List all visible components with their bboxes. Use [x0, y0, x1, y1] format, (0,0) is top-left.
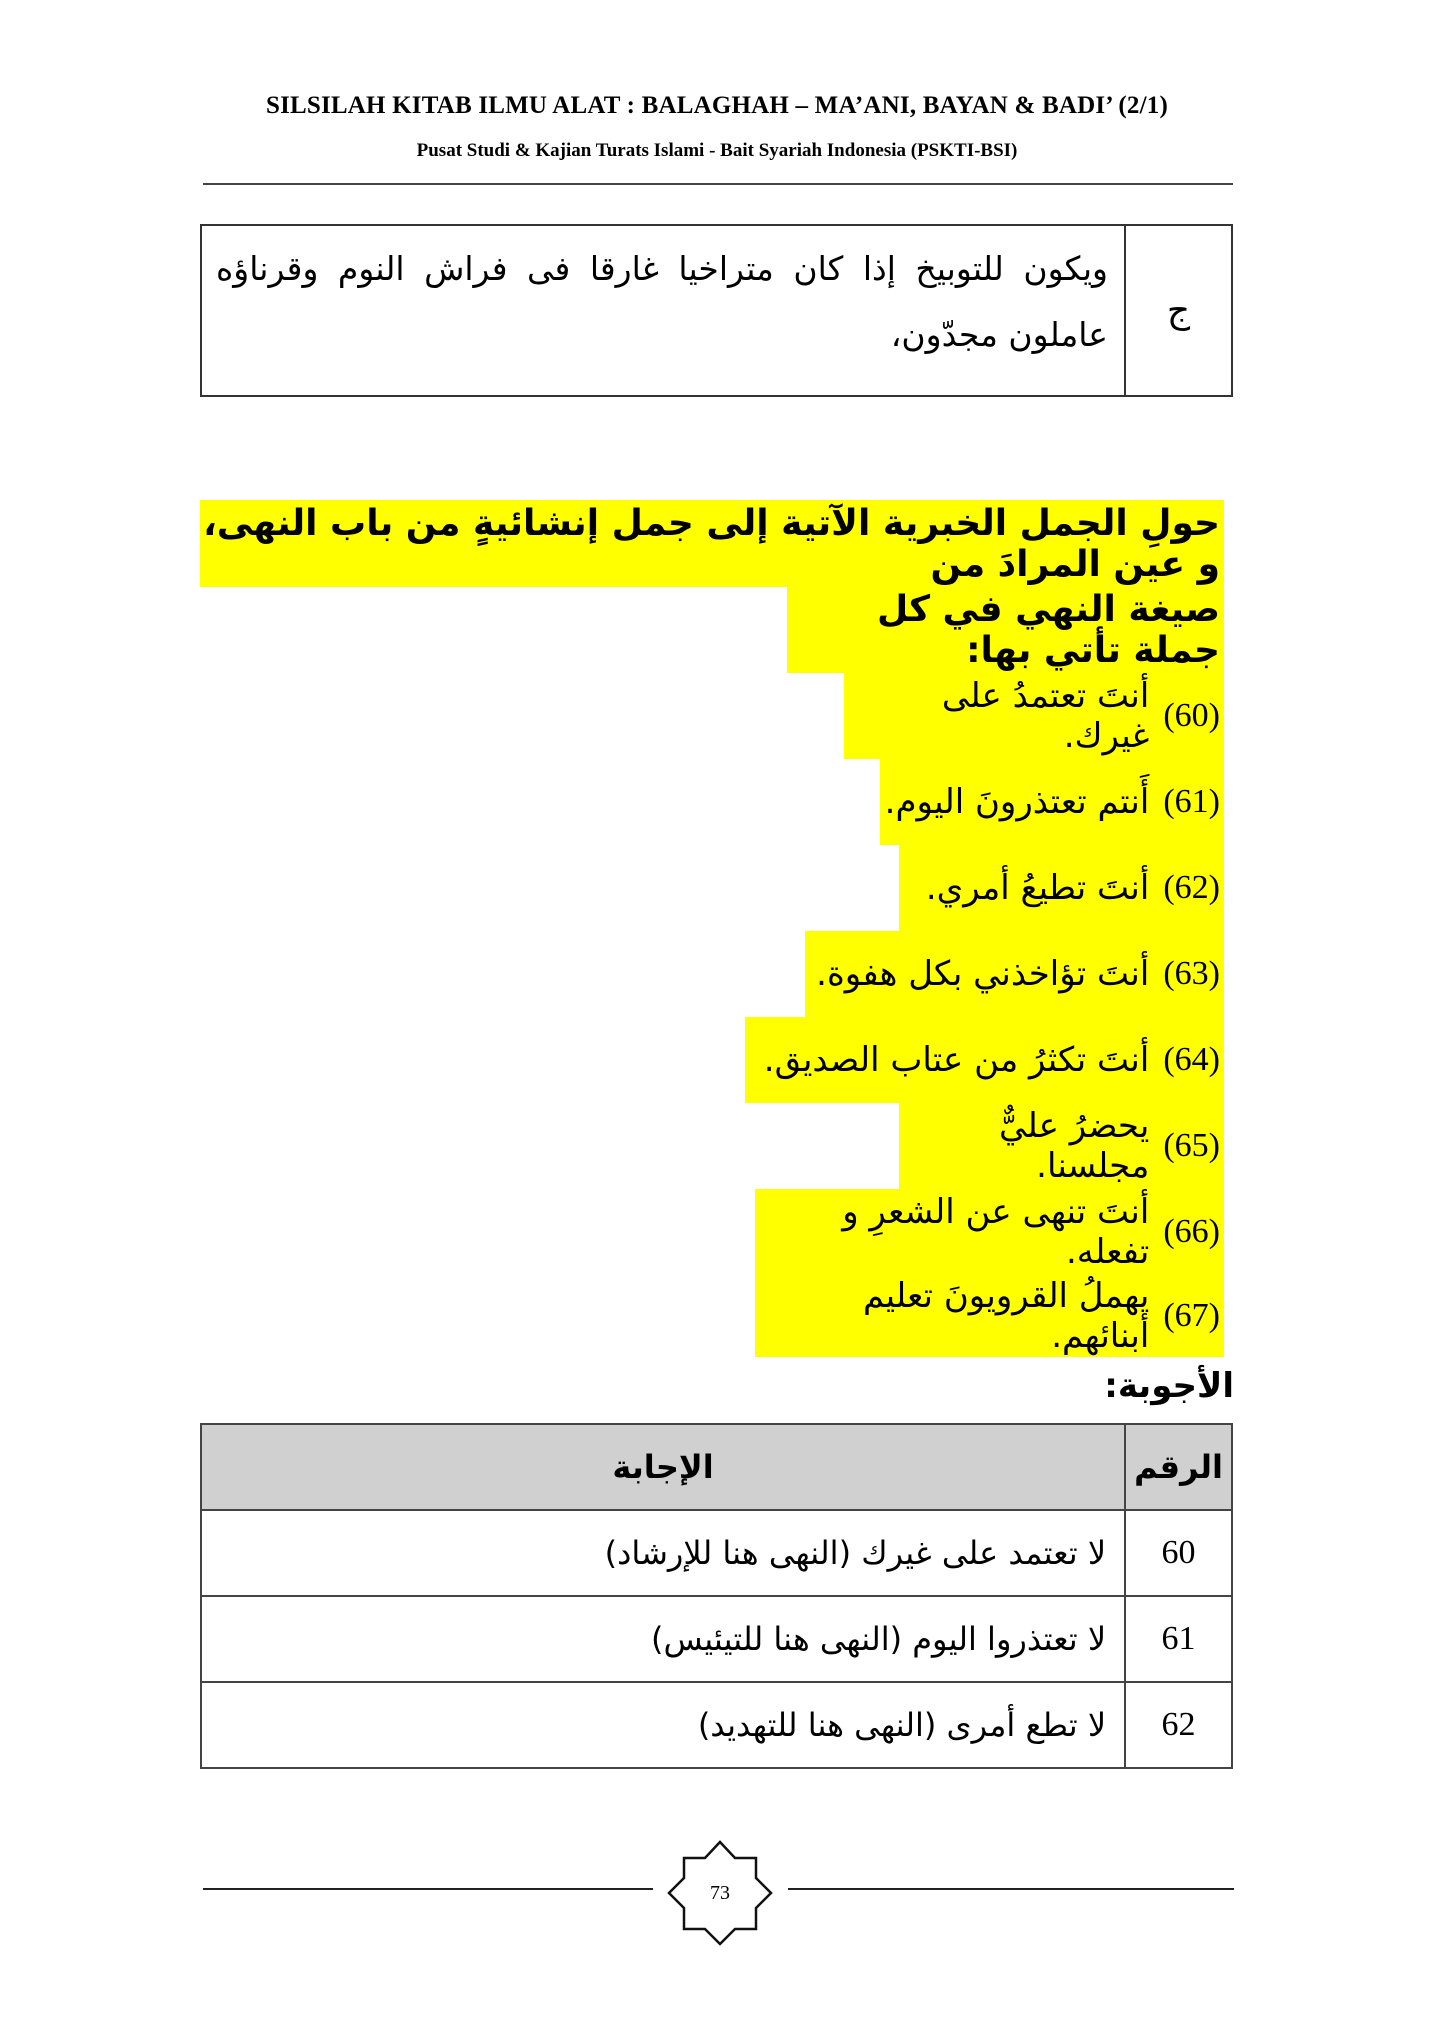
page-number-badge	[665, 1838, 775, 1948]
table-header-row	[201, 1424, 1232, 1510]
item-number: (66)	[1163, 1213, 1220, 1250]
exercise-item	[755, 1189, 1224, 1275]
page-number: 73	[710, 1881, 730, 1904]
table-row	[201, 1596, 1232, 1682]
row-answer: لا تطع أمرى (النهى هنا للتهديد)	[201, 1682, 1125, 1768]
item-number: (62)	[1163, 869, 1220, 906]
item-text: أنتَ تعتمدُ على غيرك.	[941, 676, 1150, 756]
table-row	[201, 1510, 1232, 1596]
exercise-instruction-line-1	[200, 500, 1224, 587]
item-number: (64)	[1163, 1041, 1220, 1078]
row-number: 60	[1125, 1510, 1232, 1596]
item-text: أَنتم تعتذرونَ اليوم.	[884, 782, 1150, 822]
answers-heading: الأجوبة:	[1104, 1366, 1234, 1406]
document-subtitle: Pusat Studi & Kajian Turats Islami - Bait Syariah Indonesia (PSKTI-BSI)	[416, 140, 1018, 161]
item-number: (67)	[1163, 1297, 1220, 1334]
column-header-number: الرقم	[1125, 1424, 1232, 1510]
column-header-answer: الإجابة	[201, 1424, 1125, 1510]
item-text: أنتَ تنهى عن الشعرِ و تفعله.	[842, 1192, 1150, 1272]
document-title: SILSILAH KITAB ILMU ALAT : BALAGHAH – MA’ANI, BAYAN & BADI’ (2/1)	[265, 92, 1168, 119]
exercise-item	[880, 759, 1224, 845]
answers-table	[200, 1423, 1233, 1769]
item-text: أنتَ تكثرُ من عتاب الصديق.	[763, 1040, 1150, 1080]
item-number: (61)	[1163, 783, 1220, 820]
item-text: يحضرُ عليٌّ مجلسنا.	[999, 1106, 1150, 1186]
header-divider	[203, 183, 1233, 185]
exercise-item	[899, 1103, 1224, 1189]
item-text: أنتَ تؤاخذني بكل هفوة.	[816, 954, 1150, 994]
exercise-item	[745, 1017, 1224, 1103]
table-row	[201, 1682, 1232, 1768]
instruction-text: حولِ الجمل الخبرية الآتية إلى جمل إنشائيةٍ من باب النهى، و عين المرادَ من	[203, 502, 1220, 585]
item-number: (63)	[1163, 955, 1220, 992]
row-number: 61	[1125, 1596, 1232, 1682]
row-answer: لا تعتمد على غيرك (النهى هنا للإرشاد)	[201, 1510, 1125, 1596]
item-number: (65)	[1163, 1127, 1220, 1164]
item-number: (60)	[1163, 697, 1220, 734]
exercise-item	[805, 931, 1224, 1017]
row-answer: لا تعتذروا اليوم (النهى هنا للتيئيس)	[201, 1596, 1125, 1682]
instruction-text: صيغة النهي في كل جملة تأتي بها:	[876, 589, 1220, 671]
footer-divider-right	[788, 1888, 1234, 1890]
row-number: 62	[1125, 1682, 1232, 1768]
exercise-item	[844, 673, 1224, 759]
exercise-item	[899, 845, 1224, 931]
item-text: يهملُ القرويونَ تعليم أبنائهم.	[863, 1276, 1150, 1356]
item-text-cell: ويكون للتوبيخ إذا كان متراخيا غارقا فى فراش النوم وقرناؤه عاملون مجدّون،	[216, 249, 1108, 354]
exercise-item	[755, 1275, 1224, 1357]
footer-divider-left	[203, 1888, 653, 1890]
item-label-cell: ج	[1124, 226, 1231, 395]
exercise-instruction-line-2	[787, 587, 1224, 673]
continuation-table	[200, 224, 1233, 397]
item-text: أنتَ تطيعُ أمري.	[925, 868, 1150, 908]
